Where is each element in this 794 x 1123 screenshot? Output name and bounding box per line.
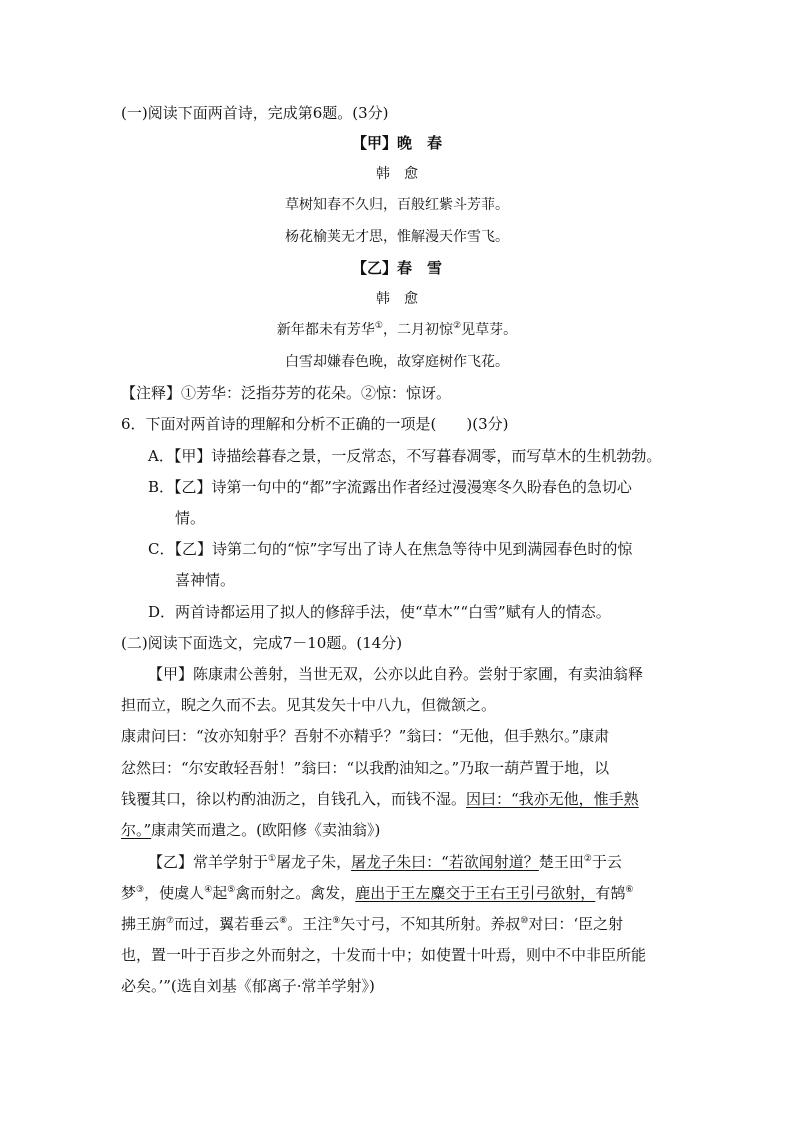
- poem2-line-1: 新年都未有芳华①，二月初惊②见草芽。: [276, 321, 518, 338]
- footnote-mark: ⑦: [166, 916, 175, 926]
- passage-yi-line-1: 【乙】常羊学射于①屠龙子朱，屠龙子朱曰：“若欲闻射道？楚王田②于云: [148, 853, 622, 871]
- passage-yi-line-2: 梦③，使虞人④起⑤禽而射之。禽发，鹿出于王左麋交于王右王引弓欲射，有鹄⑥: [121, 884, 634, 902]
- passage-jia-line-4: 忿然曰：“尔安敢轻吾射！”翁曰：“以我酌油知之。”乃取一葫芦置于地，以: [121, 759, 610, 777]
- passage-jia-line-2: 担而立，睨之久而不去。见其发矢十中八九，但微颔之。: [121, 696, 497, 714]
- option-c-line-1: C．【乙】诗第二句的“惊”字写出了诗人在焦急等待中见到满园春色时的惊: [148, 540, 633, 558]
- underlined-sentence: 鹿出于王左麋交于王右王引弓欲射，: [355, 884, 596, 902]
- option-c-line-2: 喜神情。: [175, 571, 236, 589]
- passage-yi-line-3: 拂王旃⑦而过，翼若垂云⑧。王注⑨矢寸弓，不知其所射。养叔⑩对曰：‘臣之射: [121, 915, 624, 933]
- poem1-line-2: 杨花榆荚无才思，惟解漫天作雪飞。: [285, 229, 509, 245]
- poem1-author: 韩 愈: [376, 166, 418, 182]
- footnote-mark: ④: [204, 885, 213, 895]
- footnote-mark: ②: [453, 321, 462, 331]
- passage-yi-line-5: 必矣。’”(选自刘基《郁离子·常羊学射》): [121, 977, 375, 995]
- footnote-mark: ⑩: [520, 916, 529, 926]
- footnote-mark: ③: [136, 885, 145, 895]
- poem1-line-1: 草树知春不久归，百般红紫斗芳菲。: [285, 197, 509, 213]
- poem1-title: 【甲】晚 春: [351, 134, 442, 152]
- footnote-mark: ⑧: [279, 916, 288, 926]
- option-d: D．两首诗都运用了拟人的修辞手法，使“草木”“白雪”赋有人的情态。: [148, 603, 611, 621]
- footnote-mark: ①: [268, 854, 277, 864]
- poem2-author: 韩 愈: [376, 291, 418, 307]
- question-6-stem: 6．下面对两首诗的理解和分析不正确的一项是( )(3分): [121, 415, 509, 433]
- passage-jia-line-6: 尔。”康肃笑而遣之。(欧阳修《卖油翁》): [121, 821, 381, 839]
- section1-heading: (一)阅读下面两首诗，完成第6题。(3分): [121, 104, 389, 122]
- underlined-sentence: 尔。”: [121, 821, 152, 839]
- poem-annotation: 【注释】①芳华：泛指芬芳的花朵。②惊：惊讶。: [121, 384, 452, 402]
- footnote-mark: ①: [374, 321, 383, 331]
- section2-heading: (二)阅读下面选文，完成7－10题。(14分): [121, 634, 403, 652]
- option-b-line-2: 情。: [175, 509, 206, 527]
- option-b-line-1: B．【乙】诗第一句中的“都”字流露出作者经过漫漫寒冬久盼春色的急切心: [148, 478, 632, 496]
- footnote-mark: ②: [583, 854, 592, 864]
- passage-jia-line-1: 【甲】陈康肃公善射，当世无双，公亦以此自矜。尝射于家圃，有卖油翁释: [148, 665, 644, 683]
- footnote-mark: ⑥: [625, 885, 634, 895]
- passage-jia-line-5: 钱覆其口，徐以杓酌油沥之，自钱孔入，而钱不湿。因曰：“我亦无他，惟手熟: [121, 790, 639, 808]
- footnote-mark: ⑨: [332, 916, 341, 926]
- poem2-title: 【乙】春 雪: [351, 259, 442, 277]
- passage-jia-line-3: 康肃问曰：“汝亦知射乎？吾射不亦精乎？”翁曰：“无他，但手熟尔。”康肃: [121, 727, 610, 745]
- underlined-sentence: 因曰：“我亦无他，惟手熟: [466, 790, 639, 808]
- footnote-mark: ⑤: [227, 885, 236, 895]
- underlined-sentence: 屠龙子朱曰：“若欲闻射道？: [351, 853, 539, 871]
- poem2-line-2: 白雪却嫌春色晚，故穿庭树作飞花。: [285, 354, 509, 370]
- passage-yi-line-4: 也，置一叶于百步之外而射之，十发而十中；如使置十叶焉，则中不中非臣所能: [121, 946, 647, 964]
- option-a: A．【甲】诗描绘暮春之景，一反常态，不写暮春凋零，而写草木的生机勃勃。: [148, 447, 662, 465]
